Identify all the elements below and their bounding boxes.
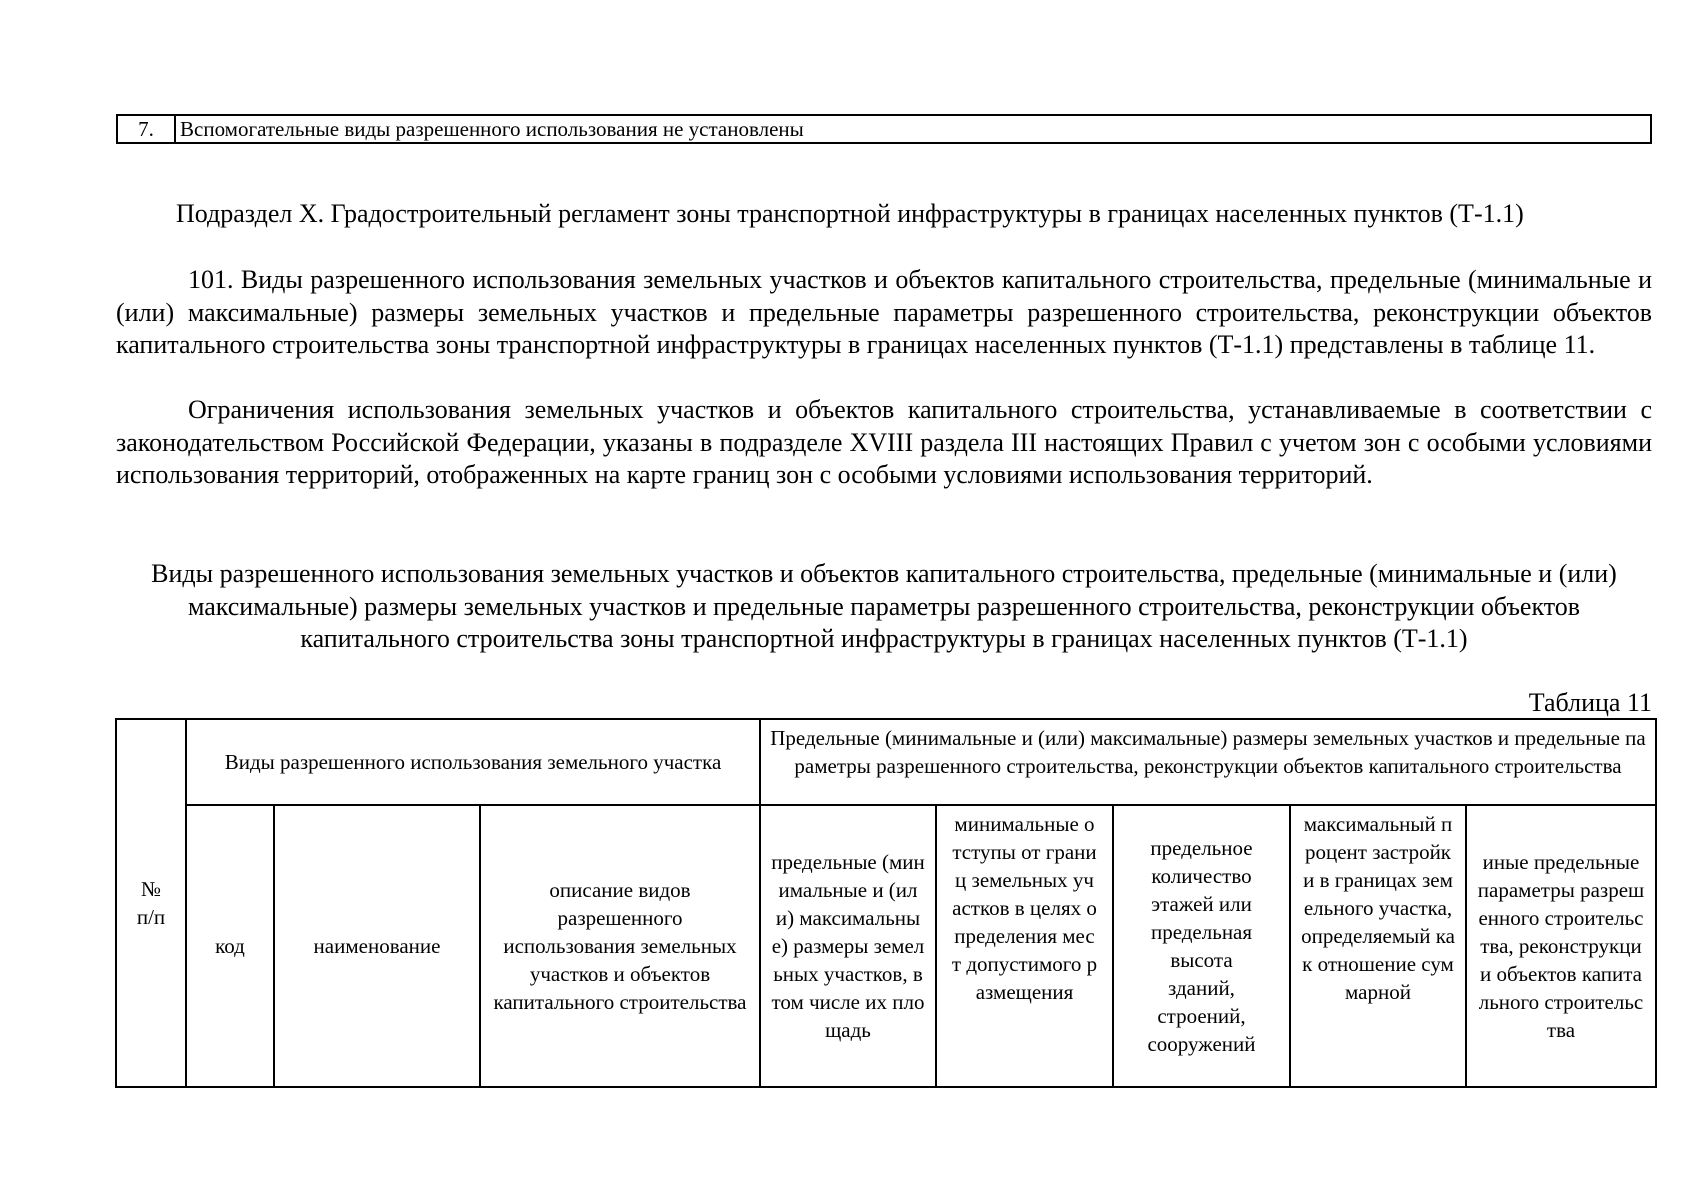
header-description	[480, 805, 760, 1087]
table-header-row-2	[116, 805, 1656, 1087]
table-label: Таблица 11	[1528, 688, 1652, 717]
header-plot-sizes-text: предельные (минимальные и (или) максимальные) размеры земельных участков, в том числе их площадь	[771, 850, 925, 1042]
paragraph-restrictions: Ограничения использования земельных участков и объектов капитального строительства, устанавливаемые в соответствии с законодательством Российской Федерации, указаны в подразделе XVIII раздела III настоящих Правил с учетом зон с особыми условиями использования территорий, отображенных на карте границ зон с особыми условиями использования территорий.	[116, 395, 1652, 489]
header-number	[116, 719, 186, 1087]
row-text: Вспомогательные виды разрешенного использования не установлены	[175, 115, 1651, 143]
table-header-row-1	[116, 719, 1656, 805]
header-group-left	[186, 719, 760, 805]
header-group-right-text: Предельные (минимальные и (или) максимальные) размеры земельных участков и предельные параметры разрешенного строительства, реконструкции объектов капитального строительства	[770, 726, 1646, 778]
header-number-text: № п/п	[136, 877, 166, 929]
header-floors	[1113, 805, 1290, 1087]
header-setbacks	[936, 805, 1113, 1087]
paragraph-101: 101. Виды разрешенного использования земельных участков и объектов капитального строительства, предельные (минимальные и (или) максимальные) размеры земельных участков и предельные параметры разрешенного строительства, реконструкции объектов капитального строительства зоны транспортной инфраструктуры в границах населенных пунктов (Т-1.1) представлены в таблице 11.	[116, 265, 1652, 359]
row-number: 7.	[117, 115, 175, 143]
subsection-title: Подраздел X. Градостроительный регламент зоны транспортной инфраструктуры в границах населенных пунктов (Т-1.1)	[176, 199, 1524, 228]
header-coverage-text: максимальный процент застройки в границах земельного участка, определяемый как отношение суммарной	[1301, 812, 1455, 1004]
header-other	[1466, 805, 1656, 1087]
header-floors-text: предельное количество этажей или предельная высота зданий, строений, сооружений	[1147, 836, 1256, 1056]
header-coverage	[1290, 805, 1466, 1087]
header-code	[186, 805, 274, 1087]
header-name	[274, 805, 480, 1087]
header-description-text: описание видов разрешенного использования земельных участков и объектов капитального строительства	[493, 878, 747, 1014]
header-setbacks-text: минимальные отступы от границ земельных участков в целях определения мест допустимого размещения	[951, 812, 1098, 1004]
regulations-table	[115, 718, 1657, 1088]
header-other-text: иные предельные параметры разрешенного строительства, реконструкции объектов капитального строительства	[1477, 850, 1645, 1042]
previous-table-last-row	[116, 114, 1652, 144]
header-code-text: код	[215, 934, 245, 958]
header-name-text: наименование	[313, 934, 441, 958]
header-group-left-text: Виды разрешенного использования земельного участка	[224, 750, 722, 774]
table-caption: Виды разрешенного использования земельных участков и объектов капитального строительства, предельные (минимальные и (или) максимальные) размеры земельных участков и предельные параметры разрешенного строительства, реконструкции объектов капитального строительства зоны транспортной инфраструктуры в границах населенных пунктов (Т-1.1)	[151, 559, 1617, 653]
table-row	[117, 115, 1651, 143]
header-group-right	[760, 719, 1656, 805]
header-plot-sizes	[760, 805, 936, 1087]
